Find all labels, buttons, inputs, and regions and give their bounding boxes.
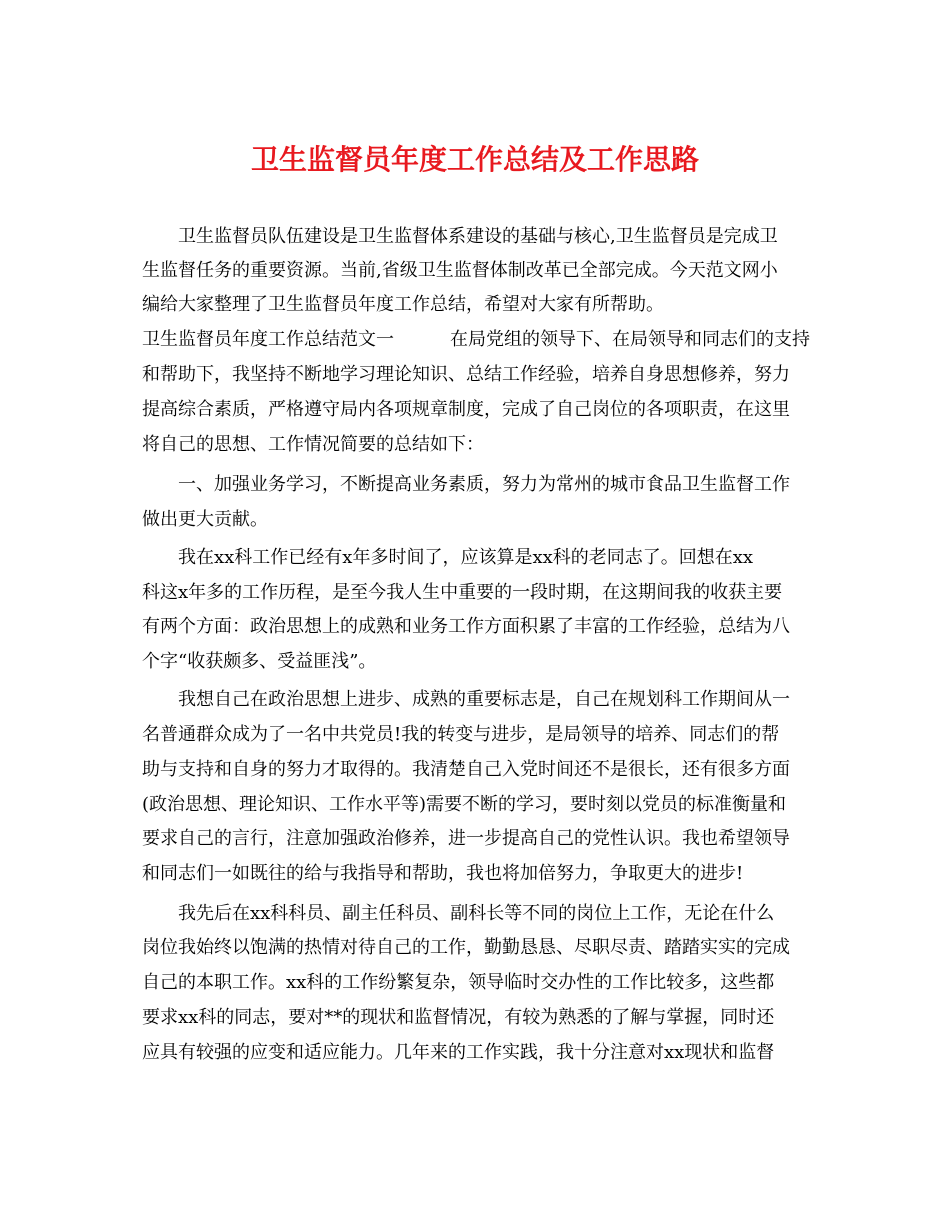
paragraph-line: 我想自己在政治思想上进步、成熟的重要标志是，自己在规划科工作期间从一 — [178, 689, 790, 710]
paragraph-line: 我在xx科工作已经有x年多时间了，应该算是xx科的老同志了。回想在xx — [178, 547, 754, 568]
paragraph-line: 将自己的思想、工作情况简要的总结如下： — [142, 434, 484, 455]
paragraph-text: 在局党组的领导下、在局领导和同志们的支持 — [450, 329, 810, 350]
paragraph-line: 要求自己的言行，注意加强政治修养，进一步提高自己的党性认识。我也希望领导 — [142, 828, 790, 849]
paragraph-line: 提高综合素质，严格遵守局内各项规章制度，完成了自己岗位的各项职责，在这里 — [142, 399, 790, 420]
paragraph-line: (政治思想、理论知识、工作水平等)需要不断的学习，要时刻以党员的标准衡量和 — [142, 794, 787, 815]
section-heading: 卫生监督员年度工作总结范文一 — [142, 329, 394, 350]
paragraph-line: 个字“收获颇多、受益匪浅”。 — [142, 651, 377, 672]
paragraph-line: 自己的本职工作。xx科的工作纷繁复杂，领导临时交办性的工作比较多，这些都 — [142, 972, 775, 993]
paragraph-line: 做出更大贡献。 — [142, 509, 268, 530]
paragraph-line: 有两个方面：政治思想上的成熟和业务工作方面积累了丰富的工作经验，总结为八 — [142, 616, 790, 637]
paragraph-line: 要求xx科的同志，要对**的现状和监督情况，有较为熟悉的了解与掌握，同时还 — [142, 1007, 775, 1028]
paragraph-line: 和帮助下，我坚持不断地学习理论知识、总结工作经验，培养自身思想修养，努力 — [142, 364, 790, 385]
paragraph-line — [142, 325, 822, 355]
paragraph-line: 我先后在xx科科员、副主任科员、副科长等不同的岗位上工作，无论在什么 — [178, 903, 775, 924]
paragraph-line: 一、加强业务学习，不断提高业务素质，努力为常州的城市食品卫生监督工作 — [178, 474, 790, 495]
document-title: 卫生监督员年度工作总结及工作思路 — [250, 143, 699, 176]
paragraph-line: 科这x年多的工作历程，是至今我人生中重要的一段时期，在这期间我的收获主要 — [142, 582, 783, 603]
paragraph-line: 编给大家整理了卫生监督员年度工作总结，希望对大家有所帮助。 — [142, 294, 664, 315]
paragraph-line: 岗位我始终以饱满的热情对待自己的工作，勤勤恳恳、尽职尽责、踏踏实实的完成 — [142, 937, 790, 958]
paragraph-line: 助与支持和自身的努力才取得的。我清楚自己入党时间还不是很长，还有很多方面 — [142, 759, 790, 780]
paragraph-line: 名普通群众成为了一名中共党员!我的转变与进步，是局领导的培养、同志们的帮 — [142, 724, 780, 745]
paragraph-line: 卫生监督员队伍建设是卫生监督体系建设的基础与核心,卫生监督员是完成卫 — [178, 226, 778, 247]
paragraph-line: 应具有较强的应变和适应能力。几年来的工作实践，我十分注意对xx现状和监督 — [142, 1042, 775, 1063]
paragraph-line: 和同志们一如既往的给与我指导和帮助，我也将加倍努力，争取更大的进步! — [142, 863, 744, 884]
paragraph-line: 生监督任务的重要资源。当前,省级卫生监督体制改革已全部完成。今天范文网小 — [142, 260, 778, 281]
